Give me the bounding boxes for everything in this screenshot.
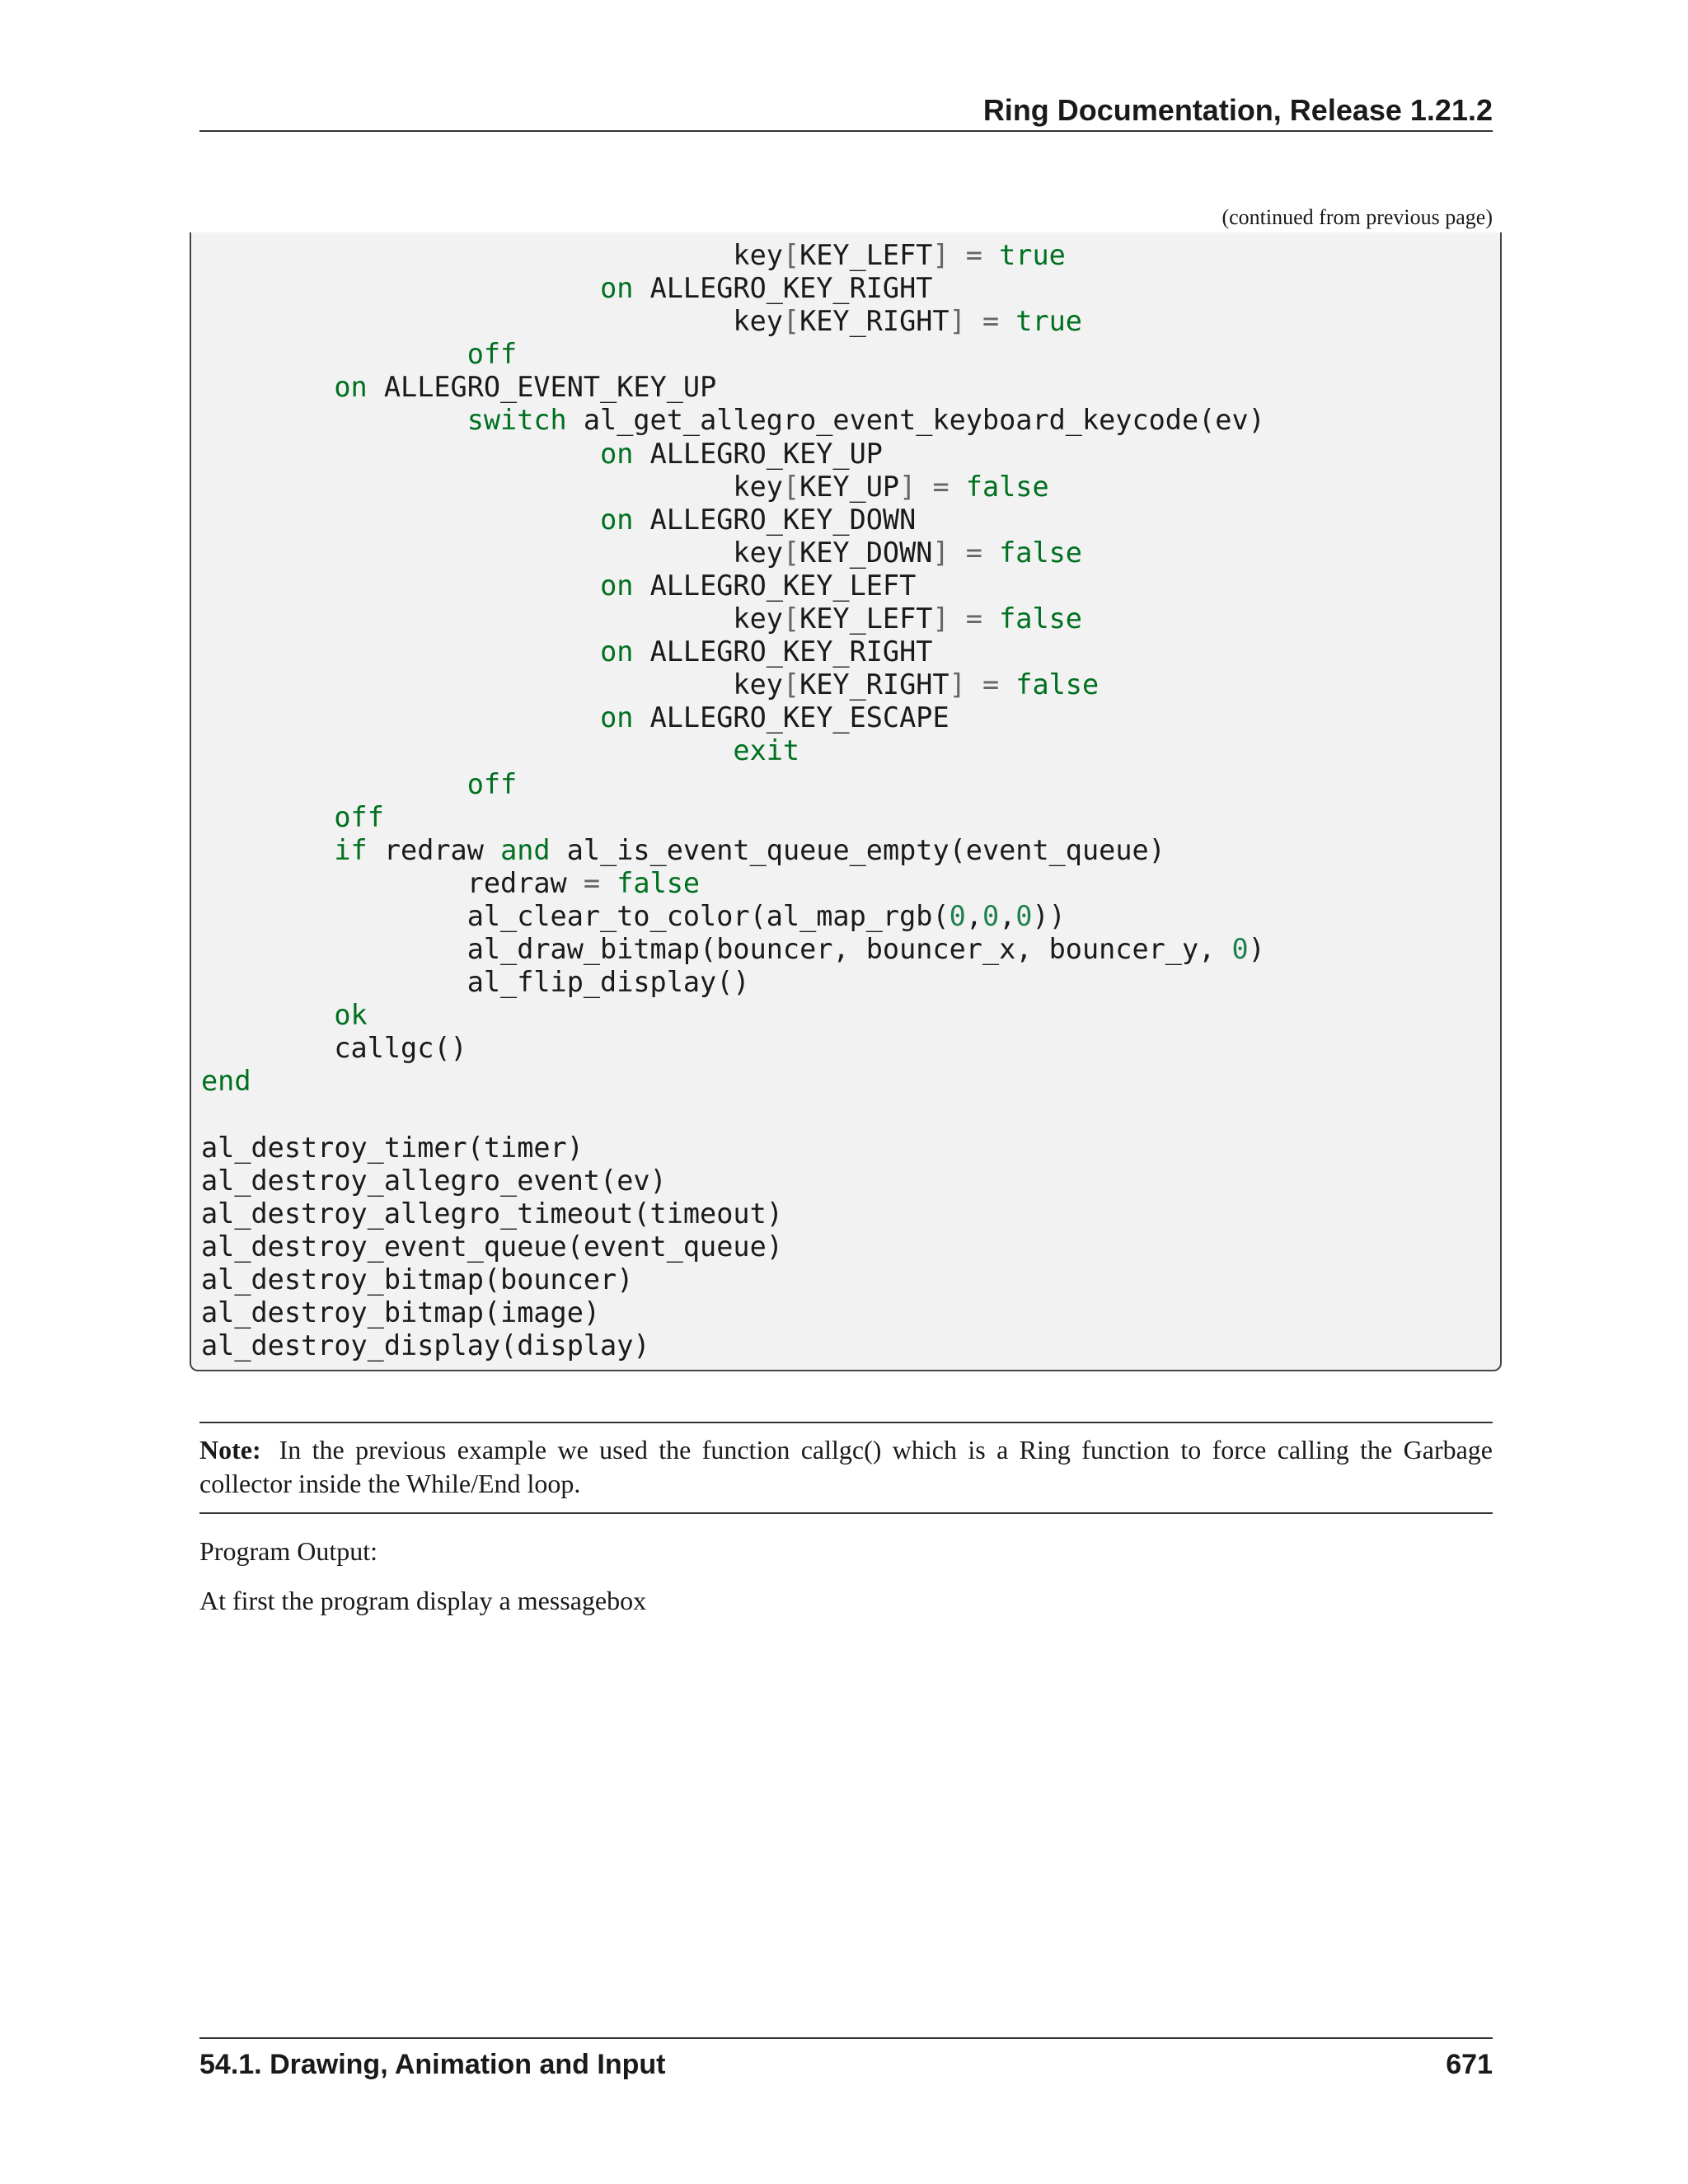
code-operator: ] xyxy=(899,470,917,503)
code-operator: = xyxy=(982,668,1000,701)
code-text: key xyxy=(201,305,783,338)
code-operator: = xyxy=(982,305,1000,338)
code-line xyxy=(201,801,1265,834)
code-keyword: false xyxy=(965,470,1049,503)
code-text: al_destroy_event_queue(event_queue) xyxy=(201,1230,783,1263)
code-line xyxy=(201,701,1265,734)
code-line xyxy=(201,338,1265,371)
code-text: key xyxy=(201,602,783,635)
code-text: al_is_event_queue_empty(event_queue) xyxy=(550,833,1165,866)
code-keyword: on xyxy=(600,272,634,305)
code-text xyxy=(201,338,467,370)
code-text: al_clear_to_color(al_map_rgb( xyxy=(201,899,950,932)
footer-section-title: 54.1. Drawing, Animation and Input xyxy=(199,2049,666,2080)
code-line xyxy=(201,999,1265,1032)
code-operator: = xyxy=(965,602,982,635)
code-text xyxy=(201,701,600,733)
code-keyword: on xyxy=(600,701,634,734)
code-line xyxy=(201,239,1265,272)
code-keyword: off xyxy=(467,767,518,800)
code-line xyxy=(201,966,1265,999)
code-text: ) xyxy=(1248,932,1265,965)
code-line xyxy=(201,867,1265,900)
code-operator: = xyxy=(932,470,950,503)
code-line xyxy=(201,1065,1265,1098)
output-description: At first the program display a messagebox xyxy=(199,1586,647,1615)
code-line xyxy=(201,900,1265,933)
code-line xyxy=(201,1329,1265,1362)
code-text xyxy=(201,768,467,800)
code-text: al_destroy_display(display) xyxy=(201,1329,650,1362)
code-text: al_get_allegro_event_keyboard_keycode(ev) xyxy=(566,404,1265,437)
code-number: 0 xyxy=(1231,932,1249,965)
code-text: callgc() xyxy=(201,1032,467,1065)
code-keyword: false xyxy=(999,602,1082,635)
code-text xyxy=(950,602,966,635)
code-block xyxy=(190,232,1502,1371)
code-text: al_destroy_timer(timer) xyxy=(201,1131,584,1164)
code-text: KEY_RIGHT xyxy=(799,305,950,338)
code-line xyxy=(201,1098,1265,1131)
program-output-label: Program Output: xyxy=(199,1536,377,1566)
code-text xyxy=(966,668,982,701)
header-rule xyxy=(199,130,1493,132)
note-text: In the previous example we used the function callgc() which is a Ring function to force calling the Garbage collector inside the While/End loop. xyxy=(199,1435,1493,1498)
footer-page-number: 671 xyxy=(1446,2049,1493,2080)
code-listing xyxy=(201,239,1265,1362)
code-line xyxy=(201,1197,1265,1230)
code-text: key xyxy=(201,470,783,503)
code-text xyxy=(201,569,600,602)
code-text: ALLEGRO_KEY_RIGHT xyxy=(633,635,933,668)
code-text: )) xyxy=(1032,899,1066,932)
code-text xyxy=(201,371,334,403)
code-text xyxy=(999,668,1015,701)
code-line xyxy=(201,1132,1265,1165)
code-text: redraw xyxy=(367,833,501,866)
code-line xyxy=(201,635,1265,668)
code-text: KEY_RIGHT xyxy=(799,668,950,701)
code-text: KEY_LEFT xyxy=(799,239,933,271)
code-text: al_destroy_allegro_event(ev) xyxy=(201,1164,667,1197)
code-text: ALLEGRO_KEY_DOWN xyxy=(633,503,917,536)
code-keyword: if xyxy=(334,833,368,866)
code-operator: [ xyxy=(782,536,800,569)
code-line xyxy=(201,305,1265,338)
code-text: ALLEGRO_KEY_LEFT xyxy=(633,569,917,602)
code-line xyxy=(201,272,1265,305)
footer-rule xyxy=(199,2037,1493,2039)
code-text xyxy=(201,404,467,436)
code-text xyxy=(982,537,999,569)
code-text xyxy=(982,602,999,635)
code-keyword: off xyxy=(467,338,518,371)
code-keyword: false xyxy=(999,536,1082,569)
code-operator: = xyxy=(583,866,601,899)
code-operator: ] xyxy=(949,668,966,701)
code-text xyxy=(201,272,600,304)
code-line xyxy=(201,1296,1265,1329)
code-text: al_destroy_bitmap(bouncer) xyxy=(201,1263,634,1296)
code-text: redraw xyxy=(201,866,584,899)
code-keyword: false xyxy=(617,866,701,899)
code-text xyxy=(982,239,999,271)
code-text: , xyxy=(965,899,982,932)
code-keyword: true xyxy=(999,239,1066,271)
code-number: 0 xyxy=(1015,899,1033,932)
code-text: key xyxy=(201,536,783,569)
code-text: ALLEGRO_KEY_ESCAPE xyxy=(633,701,950,734)
code-text: ALLEGRO_EVENT_KEY_UP xyxy=(367,371,717,404)
code-text xyxy=(950,537,966,569)
code-text: al_flip_display() xyxy=(201,966,750,999)
code-text: KEY_DOWN xyxy=(799,536,933,569)
code-text xyxy=(201,635,600,668)
code-text: key xyxy=(201,239,783,271)
code-keyword: on xyxy=(600,569,634,602)
code-line xyxy=(201,933,1265,966)
code-text xyxy=(999,305,1015,337)
code-operator: ] xyxy=(932,602,950,635)
code-operator: ] xyxy=(932,536,950,569)
continued-from-previous-label: (continued from previous page) xyxy=(1221,205,1493,229)
code-keyword: false xyxy=(1015,668,1100,701)
code-line xyxy=(201,768,1265,801)
code-number: 0 xyxy=(982,899,1000,932)
code-line xyxy=(201,537,1265,569)
code-text: al_draw_bitmap(bouncer, bouncer_x, bouncer_y, xyxy=(201,932,1232,965)
code-text xyxy=(201,438,600,470)
code-text xyxy=(916,471,932,503)
code-line xyxy=(201,404,1265,437)
code-keyword: end xyxy=(201,1065,251,1098)
running-header-title: Ring Documentation, Release 1.21.2 xyxy=(982,93,1493,127)
code-text xyxy=(201,801,334,833)
code-text: al_destroy_bitmap(image) xyxy=(201,1296,601,1329)
code-line xyxy=(201,504,1265,537)
code-text xyxy=(950,471,966,503)
code-operator: ] xyxy=(932,239,950,271)
code-text: key xyxy=(201,668,783,701)
code-text: KEY_UP xyxy=(799,470,900,503)
code-line xyxy=(201,668,1265,701)
code-operator: [ xyxy=(782,239,800,271)
code-line xyxy=(201,1165,1265,1197)
code-text xyxy=(201,834,334,866)
code-number: 0 xyxy=(949,899,966,932)
code-text xyxy=(600,867,617,899)
code-line xyxy=(201,1032,1265,1065)
code-line xyxy=(201,438,1265,471)
code-keyword: on xyxy=(600,503,634,536)
code-text xyxy=(201,504,600,536)
code-text xyxy=(966,305,982,337)
code-line xyxy=(201,734,1265,767)
code-line xyxy=(201,834,1265,867)
code-text xyxy=(201,999,334,1031)
code-keyword: true xyxy=(1015,305,1082,338)
code-operator: ] xyxy=(949,305,966,338)
code-keyword: ok xyxy=(334,999,368,1032)
code-text: KEY_LEFT xyxy=(799,602,933,635)
code-line xyxy=(201,371,1265,404)
code-operator: [ xyxy=(782,305,800,338)
code-text: , xyxy=(999,899,1016,932)
code-keyword: and xyxy=(500,833,551,866)
code-keyword: switch xyxy=(467,404,567,437)
code-operator: [ xyxy=(782,668,800,701)
code-text xyxy=(950,239,966,271)
code-operator: [ xyxy=(782,470,800,503)
code-line xyxy=(201,1263,1265,1296)
code-keyword: on xyxy=(600,437,634,470)
code-keyword: off xyxy=(334,800,384,833)
code-keyword: on xyxy=(334,371,368,404)
code-text xyxy=(201,734,733,766)
code-line xyxy=(201,569,1265,602)
code-text: ALLEGRO_KEY_UP xyxy=(633,437,883,470)
code-text: al_destroy_allegro_timeout(timeout) xyxy=(201,1197,783,1230)
code-operator: = xyxy=(965,239,982,271)
code-operator: = xyxy=(965,536,982,569)
note-label: Note: xyxy=(199,1435,261,1465)
code-keyword: on xyxy=(600,635,634,668)
note-admonition xyxy=(199,1422,1493,1514)
code-line xyxy=(201,602,1265,635)
code-keyword: exit xyxy=(733,734,800,767)
code-line xyxy=(201,1230,1265,1263)
code-operator: [ xyxy=(782,602,800,635)
code-line xyxy=(201,471,1265,504)
code-text: ALLEGRO_KEY_RIGHT xyxy=(633,272,933,305)
